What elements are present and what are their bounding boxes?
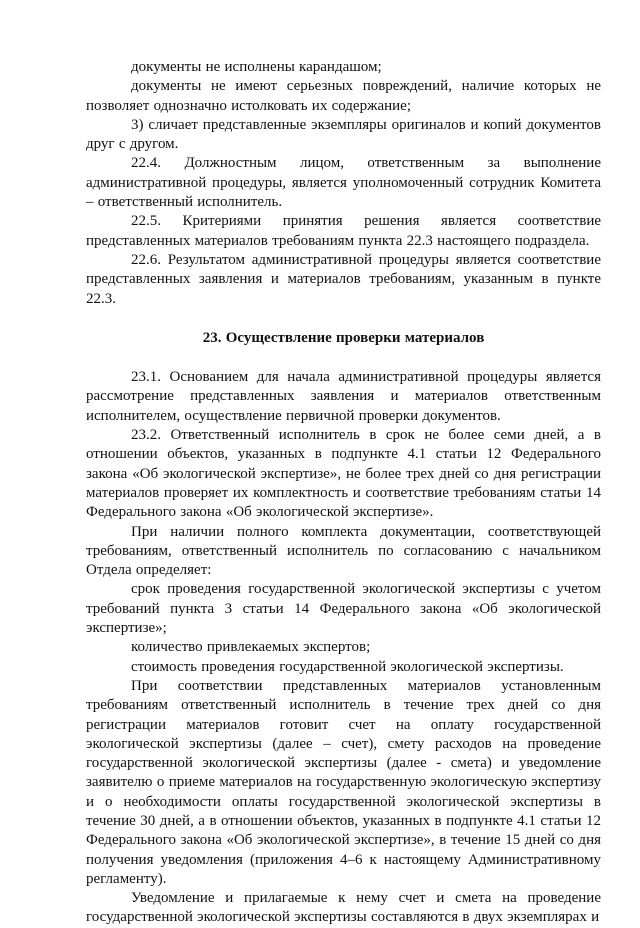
paragraph: 23.1. Основанием для начала административной процедуры является рассмотрение представленных заявления и материалов ответственным исполнителем, осуществление первичной проверки документов. bbox=[86, 369, 601, 424]
paragraph: 22.4. Должностным лицом, ответственным за выполнение административной процедуры, является уполномоченный сотрудник Комитета – ответственный исполнитель. bbox=[86, 155, 601, 211]
paragraph: 23.2. Ответственный исполнитель в срок не более семи дней, а в отношении объектов, указанных в подпункте 4.1 статьи 12 Федерального закона «Об экологической экспертизе», не более трех дней со дня регистрации материалов проверяет их комплектность и соответствие требованиям статьи 14 Федерального закона «Об экологической экспертизе». bbox=[86, 427, 601, 521]
paragraph: При соответствии представленных материалов установленным требованиям ответственный исполнитель в течение трех дней со дня регистрации материалов готовит счет на оплату государственной экологической экспертизы (далее – счет), смету расходов на проведение государственной экологической экспертизы (далее - смета) и уведомление заявителю о приеме материалов на государственную экологическую экспертизу и о необходимости оплаты государственной экологической экспертизы в течение 30 дней, а в отношении объектов, указанных в подпункте 4.1 статьи 12 Федерального закона «Об экологической экспертизе», в течение 15 дней со дня получения уведомления (приложения 4–6 к настоящему Административному регламенту). bbox=[86, 677, 601, 887]
paragraph: документы не исполнены карандашом; bbox=[131, 59, 382, 75]
paragraph: стоимость проведения государственной экологической экспертизы. bbox=[131, 658, 564, 675]
paragraph: 22.6. Результатом административной процедуры является соответствие представленных заявления и материалов требованиям, указанным в пункте 22.3. bbox=[86, 251, 601, 307]
paragraph: документы не имеют серьезных повреждений, наличие которых не позволяет однозначно истолковать их содержание; bbox=[86, 78, 601, 114]
paragraph: срок проведения государственной экологической экспертизы с учетом требований пункта 3 статьи 14 Федерального закона «Об экологической экспертизе»; bbox=[86, 581, 601, 637]
paragraph: количество привлекаемых экспертов; bbox=[131, 639, 371, 656]
paragraph: 22.5. Критериями принятия решения является соответствие представленных материалов требованиям пункта 22.3 настоящего подраздела. bbox=[86, 213, 601, 249]
document-body bbox=[86, 58, 601, 928]
paragraph: При наличии полного комплекта документации, соответствующей требованиям, ответственный исполнитель по согласованию с начальником Отдела определяет: bbox=[86, 523, 601, 579]
paragraph: Уведомление и прилагаемые к нему счет и смета на проведение государственной экологической экспертизы составляются в двух экземплярах и bbox=[86, 890, 601, 926]
section-heading: 23. Осуществление проверки материалов bbox=[202, 329, 485, 346]
paragraph: 3) сличает представленные экземпляры оригиналов и копий документов друг с другом. bbox=[86, 116, 601, 153]
